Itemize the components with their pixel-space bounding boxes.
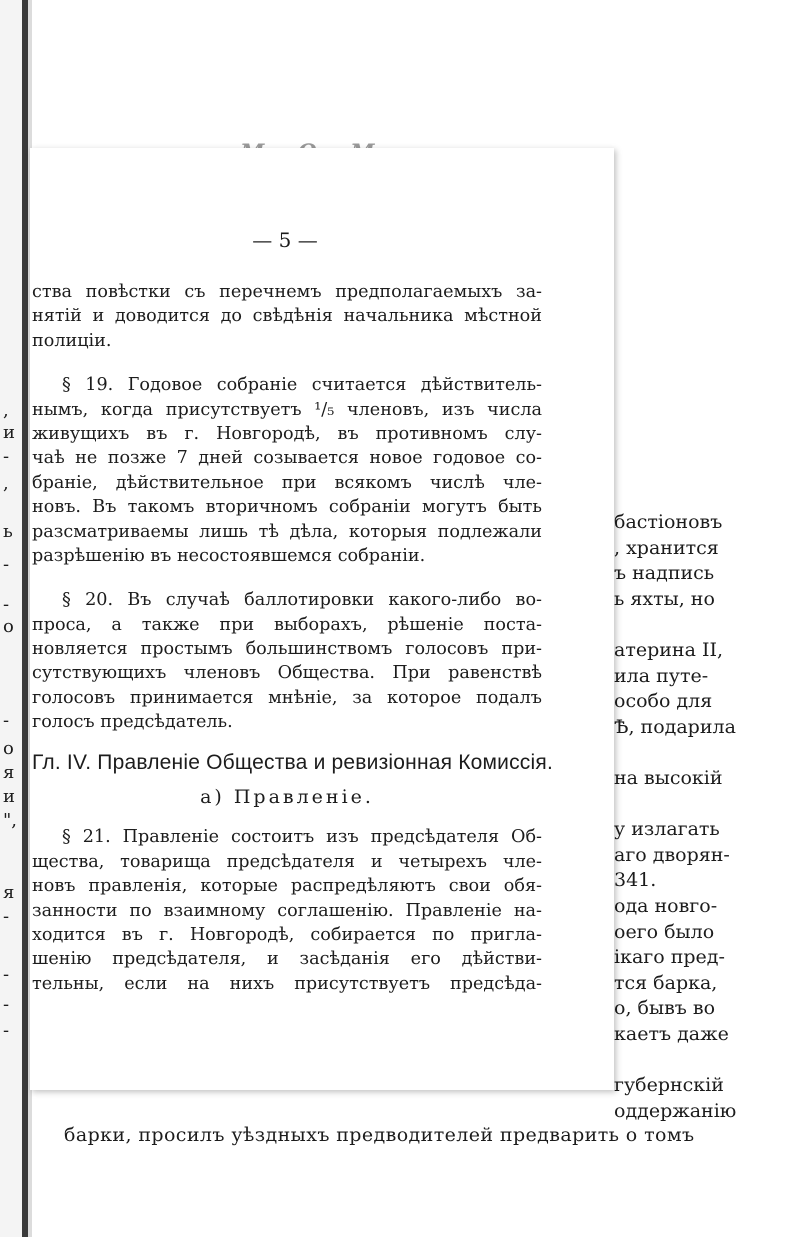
section-heading: а) Правленіе.: [200, 786, 374, 809]
underlying-line: ікаго пред-: [614, 946, 725, 969]
text-line: нятій и доводится до свѣдѣнія начальника мѣстной: [32, 306, 542, 327]
text-line: § 20. Въ случаѣ баллотировки какого-либо во-: [62, 590, 542, 611]
left-fragment: -: [3, 446, 10, 467]
underlying-line: , хранится: [614, 536, 719, 559]
text-line: сутствующихъ членовъ Общества. При равенствѣ: [32, 663, 542, 684]
text-line: разсматриваемы лишь тѣ дѣла, которыя подлежали: [32, 521, 542, 542]
text-line: ходится въ г. Новгородѣ, собирается по пригла-: [32, 925, 542, 946]
left-fragment: о: [3, 616, 14, 637]
text-line: занности по взаимному соглашенію. Правленіе на-: [32, 900, 542, 921]
text-line: тельны, если на нихъ присутствуетъ предсѣда-: [32, 973, 542, 994]
document-page: [30, 148, 614, 1090]
left-fragment: ,: [3, 473, 9, 494]
left-fragment: -: [3, 964, 10, 985]
text-line: § 21. Правленіе состоитъ изъ предсѣдателя Об-: [62, 827, 542, 848]
chapter-title: Гл. IV. Правленіе Общества и ревизіонная Комиссія.: [32, 750, 553, 774]
underlying-line: оддержанію: [614, 1099, 737, 1122]
underlying-line: [614, 740, 790, 766]
text-line: нымъ, когда присутствуетъ ¹/₅ членовъ, изъ числа: [32, 399, 542, 420]
text-line: голосовъ принимается мнѣніе, за которое подалъ: [32, 687, 542, 708]
left-fragment: я: [3, 762, 15, 783]
underlying-right-column: [614, 510, 790, 1124]
text-line: разрѣшенію въ несостоявшемся собраніи.: [32, 545, 426, 566]
text-line: полиціи.: [32, 330, 112, 351]
text-line: браніе, дѣйствительное при всякомъ числѣ чле-: [32, 472, 542, 493]
underlying-line: на высокій: [614, 766, 723, 789]
underlying-line: [614, 612, 790, 638]
underlying-line: 341.: [614, 869, 657, 892]
underlying-line: [614, 792, 790, 818]
left-fragment: -: [3, 994, 10, 1015]
underlying-line: губернскій: [614, 1074, 724, 1097]
left-fragment: я: [3, 882, 15, 903]
text-line: чаѣ не позже 7 дней созывается новое годовое со-: [32, 448, 542, 469]
underlying-line: каетъ даже: [614, 1022, 729, 1045]
left-fragment: -: [3, 594, 10, 615]
underlying-line: особо для: [614, 690, 713, 713]
text-line: новъ. Въ такомъ вторичномъ собраніи могутъ быть: [32, 497, 542, 518]
underlying-line: ода новго-: [614, 894, 718, 917]
text-line: проса, а также при выборахъ, рѣшеніе поста-: [32, 614, 542, 635]
left-fragment: ь: [3, 521, 13, 542]
underlying-line: тся барка,: [614, 971, 718, 994]
left-fragment: ,: [3, 400, 9, 421]
text-line: новляется простымъ большинствомъ голосовъ при-: [32, 639, 542, 660]
text-line: новъ правленія, которые распредѣляютъ свои обя-: [32, 876, 542, 897]
left-fragment: о: [3, 738, 14, 759]
underlying-line: аго дворян-: [614, 843, 730, 866]
underlying-bottom-line: барки, просилъ уѣздныхъ предводителей предварить о томъ: [64, 1124, 695, 1146]
text-line: щества, товарища предсѣдателя и четырехъ чле-: [32, 851, 542, 872]
page-body: [32, 280, 553, 996]
underlying-line: у излагать: [614, 818, 720, 841]
underlying-line: Ѣ, подарила: [614, 715, 736, 738]
text-line: ства повѣстки съ перечнемъ предполагаемыхъ за-: [32, 282, 542, 302]
left-fragment: -: [3, 710, 10, 731]
text-line: шенію предсѣдателя, и засѣданія его дѣйстви-: [32, 949, 542, 970]
left-fragment: и: [3, 422, 15, 443]
left-fragment: и: [3, 786, 15, 807]
left-fragment: -: [3, 906, 10, 927]
text-line: живущихъ въ г. Новгородѣ, въ противномъ слу-: [32, 423, 542, 444]
underlying-line: ъ надпись: [614, 562, 715, 585]
text-line: голосъ предсѣдатель.: [32, 712, 233, 733]
underlying-line: [614, 1047, 790, 1073]
left-fragment: ",: [3, 810, 18, 831]
underlying-line: о, бывъ во: [614, 997, 716, 1020]
underlying-line: ь яхты, но: [614, 587, 715, 610]
left-fragment: -: [3, 1020, 10, 1041]
page-number: — 5 —: [252, 228, 318, 252]
left-fragment: -: [3, 554, 10, 575]
underlying-line: бастіоновъ: [614, 511, 723, 533]
underlying-line: атерина II,: [614, 638, 723, 661]
text-line: § 19. Годовое собраніе считается дѣйствитель-: [62, 375, 542, 396]
underlying-line: ила путе-: [614, 664, 709, 687]
underlying-line: оего было: [614, 920, 715, 943]
